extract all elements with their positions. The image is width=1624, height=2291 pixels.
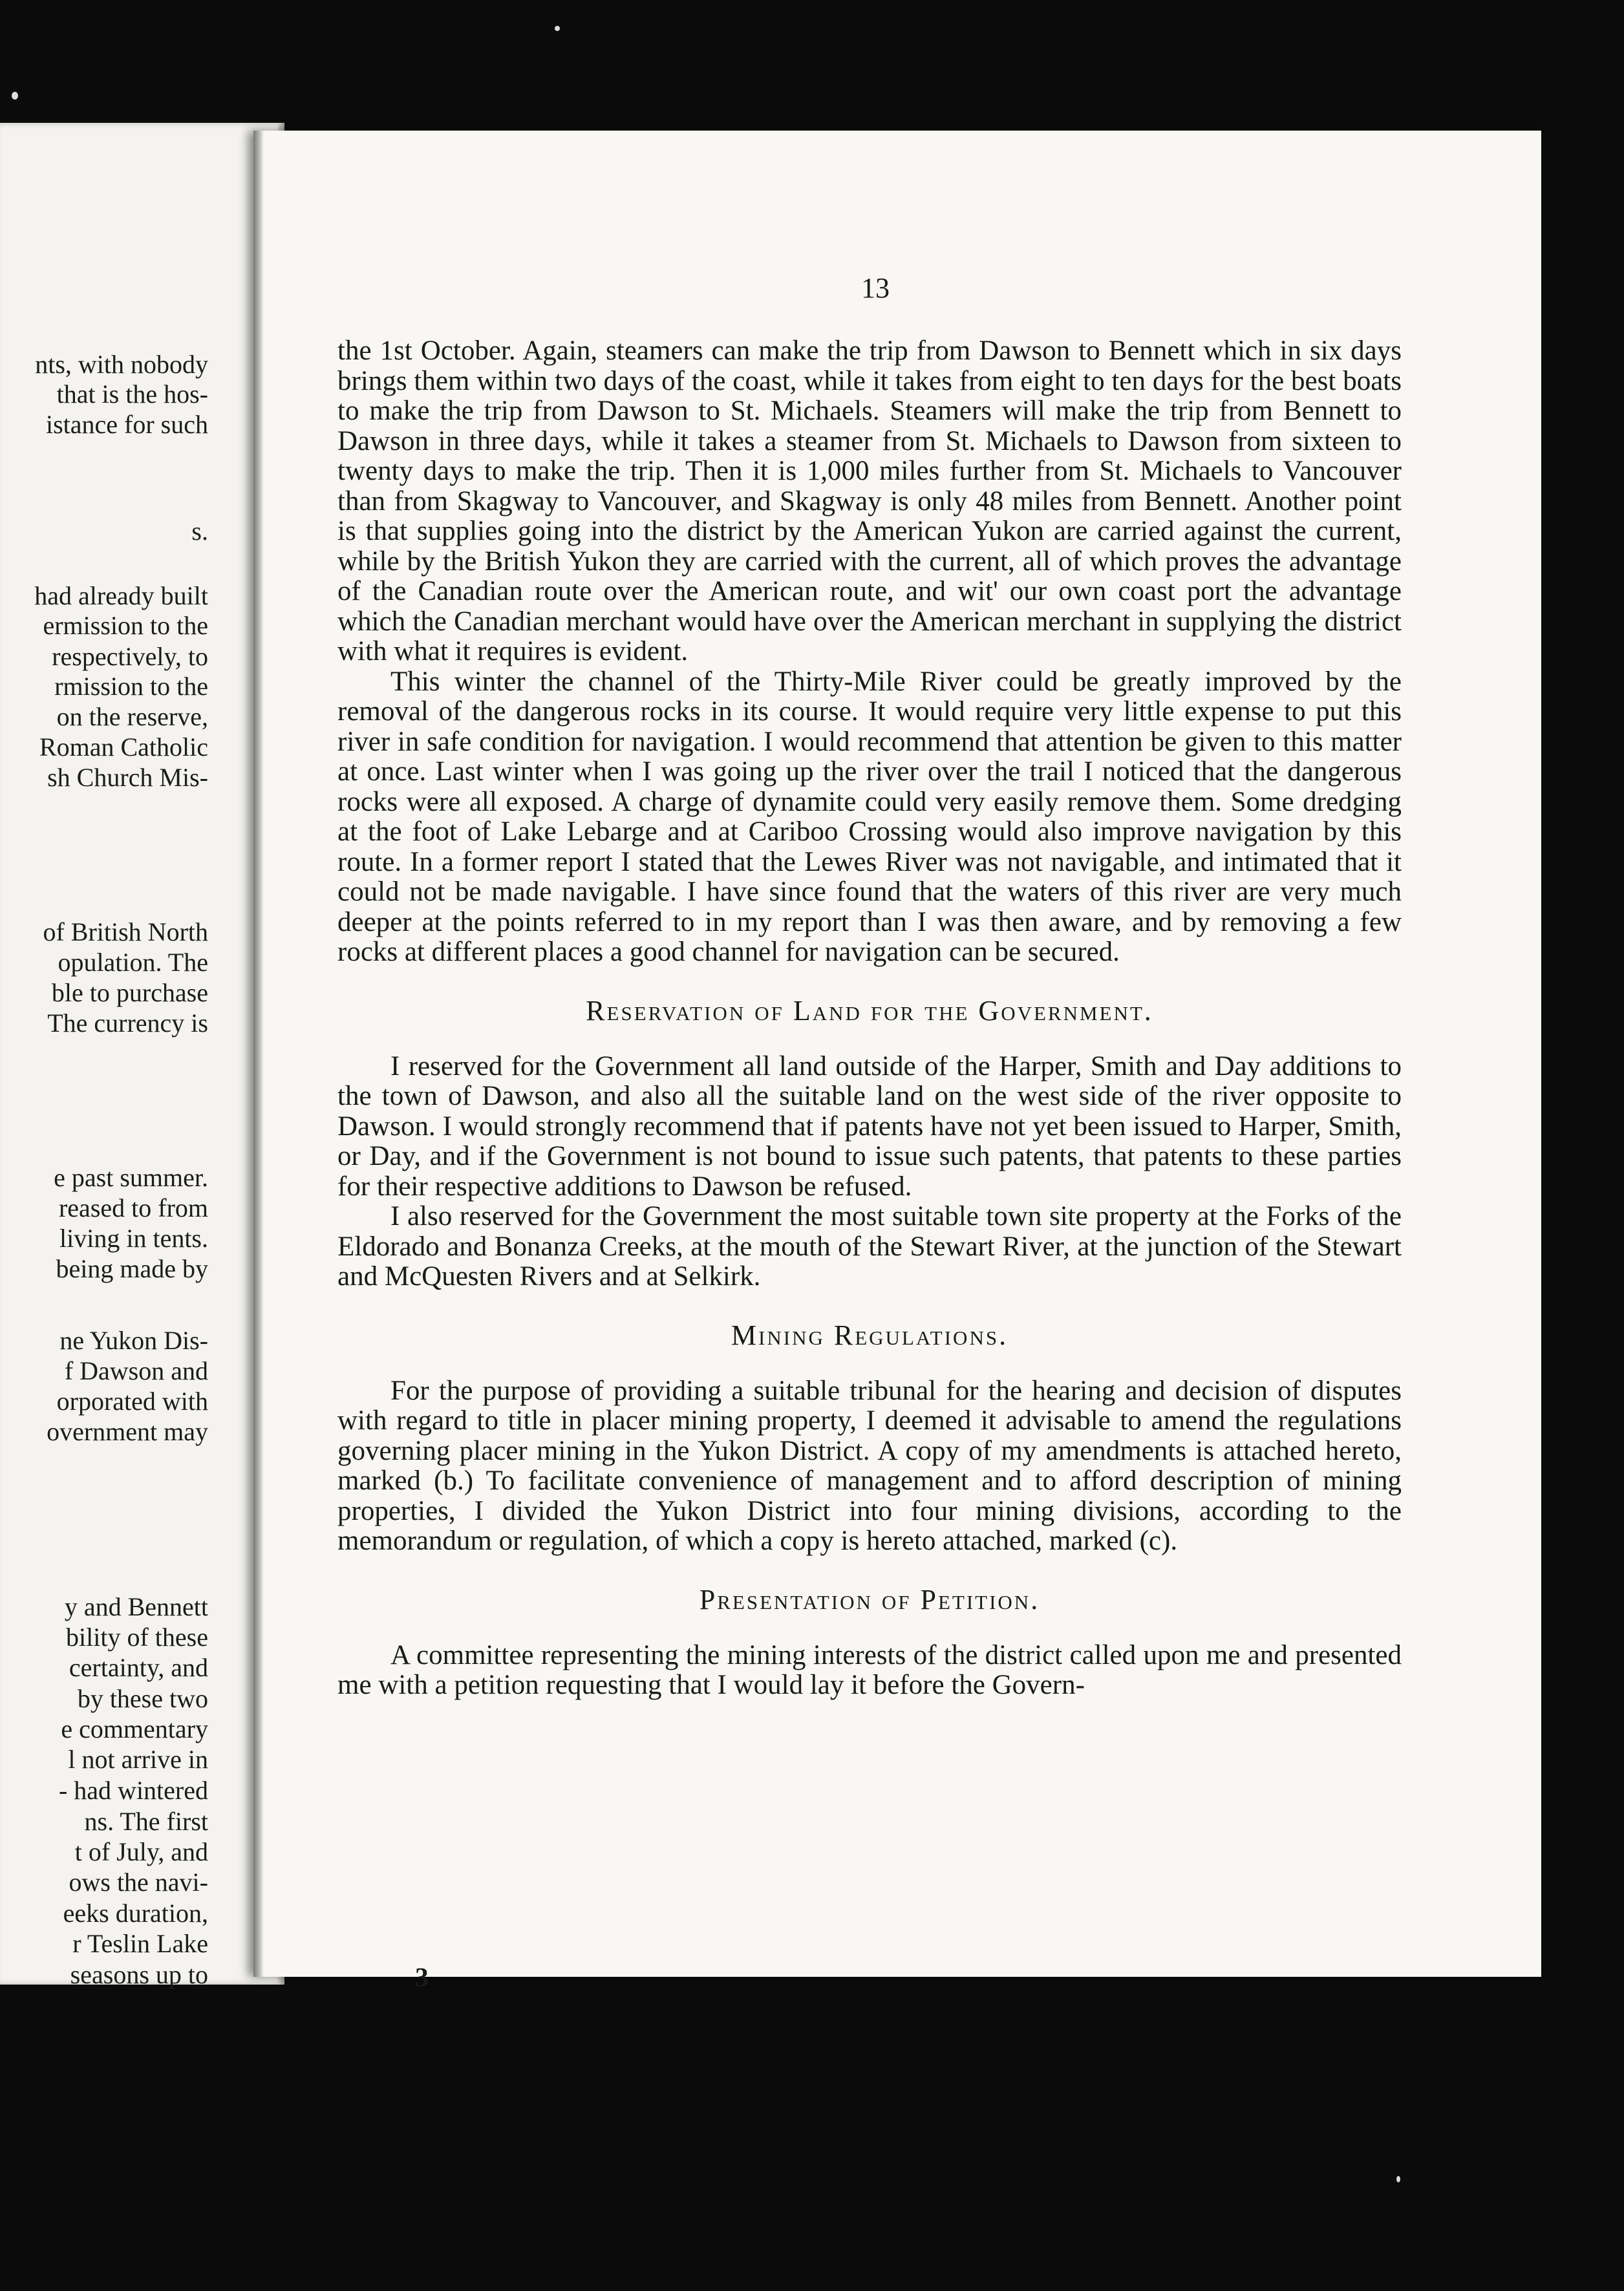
page-number: 13 [861, 272, 890, 304]
left-line: that is the hos- [56, 379, 208, 409]
left-line: ows the navi- [69, 1868, 208, 1897]
left-line: e commentary [61, 1714, 208, 1743]
left-line: of British North [43, 917, 208, 946]
left-line: on the reserve, [56, 702, 208, 731]
left-line: The currency is [47, 1008, 208, 1038]
left-line: e past summer. [54, 1163, 208, 1192]
dust-speck [555, 26, 560, 31]
left-line: ns. The first [84, 1807, 208, 1836]
left-line: - had wintered [58, 1776, 208, 1805]
left-line: t of July, and [74, 1837, 208, 1866]
left-line: bility of these [66, 1623, 208, 1652]
previous-page [0, 123, 284, 1989]
left-line: f Dawson and [64, 1356, 208, 1385]
dust-speck [1396, 2176, 1400, 2182]
section-heading: Mining Regulations. [731, 1319, 1009, 1351]
left-line: certainty, and [69, 1653, 208, 1682]
left-line: had already built [34, 581, 208, 610]
left-line: orporated with [56, 1387, 208, 1416]
section-heading: Reservation of Land for the Government. [586, 994, 1153, 1027]
paragraph: I also reserved for the Government the most suitable town site property at the Forks of the Eldorado and Bonanza Creeks, at the mouth of the Stewart River, at the junction of the Stewart and McQuesten Rivers and at Selkirk. [337, 1201, 1402, 1292]
left-line: Roman Catholic [39, 732, 208, 762]
left-line: sh Church Mis- [47, 763, 208, 792]
left-line: opulation. The [58, 948, 208, 977]
left-line: reased to from [58, 1193, 208, 1222]
section-heading: Presentation of Petition. [699, 1583, 1040, 1615]
left-line: l not arrive in [68, 1745, 208, 1774]
paragraph: This winter the channel of the Thirty-Mile River could be greatly improved by the removal of the dangerous rocks in its course. It would require very little expense to put this river in safe condition for navigation. I would recommend that attention be given to this matter at once. Last winter when I was going up the river over the trail I noticed that the dangerous rocks were all exposed. A charge of dynamite could very easily remove them. Some dredging at the foot of Lake Lebarge and at Cariboo Crossing would also improve navigation by this route. In a former report I stated that the Lewes River was not navigable, and intimated that it could not be made navigable. I have since found that the waters of this river are very much deeper at the points referred to in my report than I was then aware, and by removing a few rocks at different places a good channel for navigation can be secured. [337, 666, 1402, 967]
left-line: nts, with nobody [35, 350, 208, 379]
left-line: y and Bennett [64, 1592, 208, 1621]
left-line: r Teslin Lake [72, 1929, 208, 1958]
left-line: being made by [56, 1254, 208, 1283]
paragraph: I reserved for the Government all land outside of the Harper, Smith and Day additions to the town of Dawson, and also all the suitable land on the west side of the river opposite to Dawson. I would strongly recommend that if patents have not yet been issued to Harper, Smith, or Day, and if the Government is not bound to issue such patents, that patents to these parties for their respective additions to Dawson be refused. [337, 1050, 1402, 1202]
left-line: ble to purchase [51, 978, 208, 1007]
left-line: by these two [77, 1684, 208, 1713]
left-line: seasons up to [70, 1960, 208, 1989]
paragraph: For the purpose of providing a suitable tribunal for the hearing and decision of disputes with regard to title in placer mining property, I deemed it advisable to amend the regulations governing placer mining in the Yukon District. A copy of my amendments is attached hereto, marked (b.) To facilitate convenience of management and to afford description of mining properties, I divided the Yukon District into four mining divisions, according to the memorandum or regulation, of which a copy is hereto attached, marked (c). [337, 1375, 1402, 1556]
left-line: rmission to the [54, 672, 208, 701]
paragraph: A committee representing the mining interests of the district called upon me and presented me with a petition requesting that I would lay it before the Govern- [337, 1639, 1402, 1700]
paragraph: the 1st October. Again, steamers can make the trip from Dawson to Bennett which in six days brings them within two days of the coast, while it takes from eight to ten days for the best boats to make the trip from Dawson to St. Michaels. Steamers will make the trip from Bennett to Dawson in three days, while it takes a steamer from St. Michaels to Dawson from sixteen to twenty days to make the trip. Then it is 1,000 miles further from St. Michaels to Vancouver than from Skagway to Vancouver, and Skagway is only 48 miles from Bennett. Another point is that supplies going into the district by the American Yukon are carried against the current, while by the British Yukon they are carried with the current, all of which proves the advantage of the Canadian route over the American route, and wit' our own coast port the advantage which the Canadian merchant would have over the American merchant in supplying the district with what it requires is evident. [337, 336, 1402, 666]
left-line: overnment may [47, 1417, 208, 1446]
left-line: ermission to the [43, 611, 208, 640]
left-line: eeks duration, [63, 1899, 208, 1928]
left-line: s. [191, 517, 208, 546]
signature-mark: 3 [415, 1963, 429, 1993]
document-page [253, 131, 1541, 1993]
page-body [337, 336, 1402, 1701]
left-line: respectively, to [52, 642, 208, 671]
left-line: living in tents. [59, 1224, 208, 1253]
dust-speck [12, 92, 18, 100]
page-fold [253, 131, 264, 1977]
left-line: ne Yukon Dis- [59, 1326, 208, 1355]
left-line: istance for such [45, 410, 208, 439]
